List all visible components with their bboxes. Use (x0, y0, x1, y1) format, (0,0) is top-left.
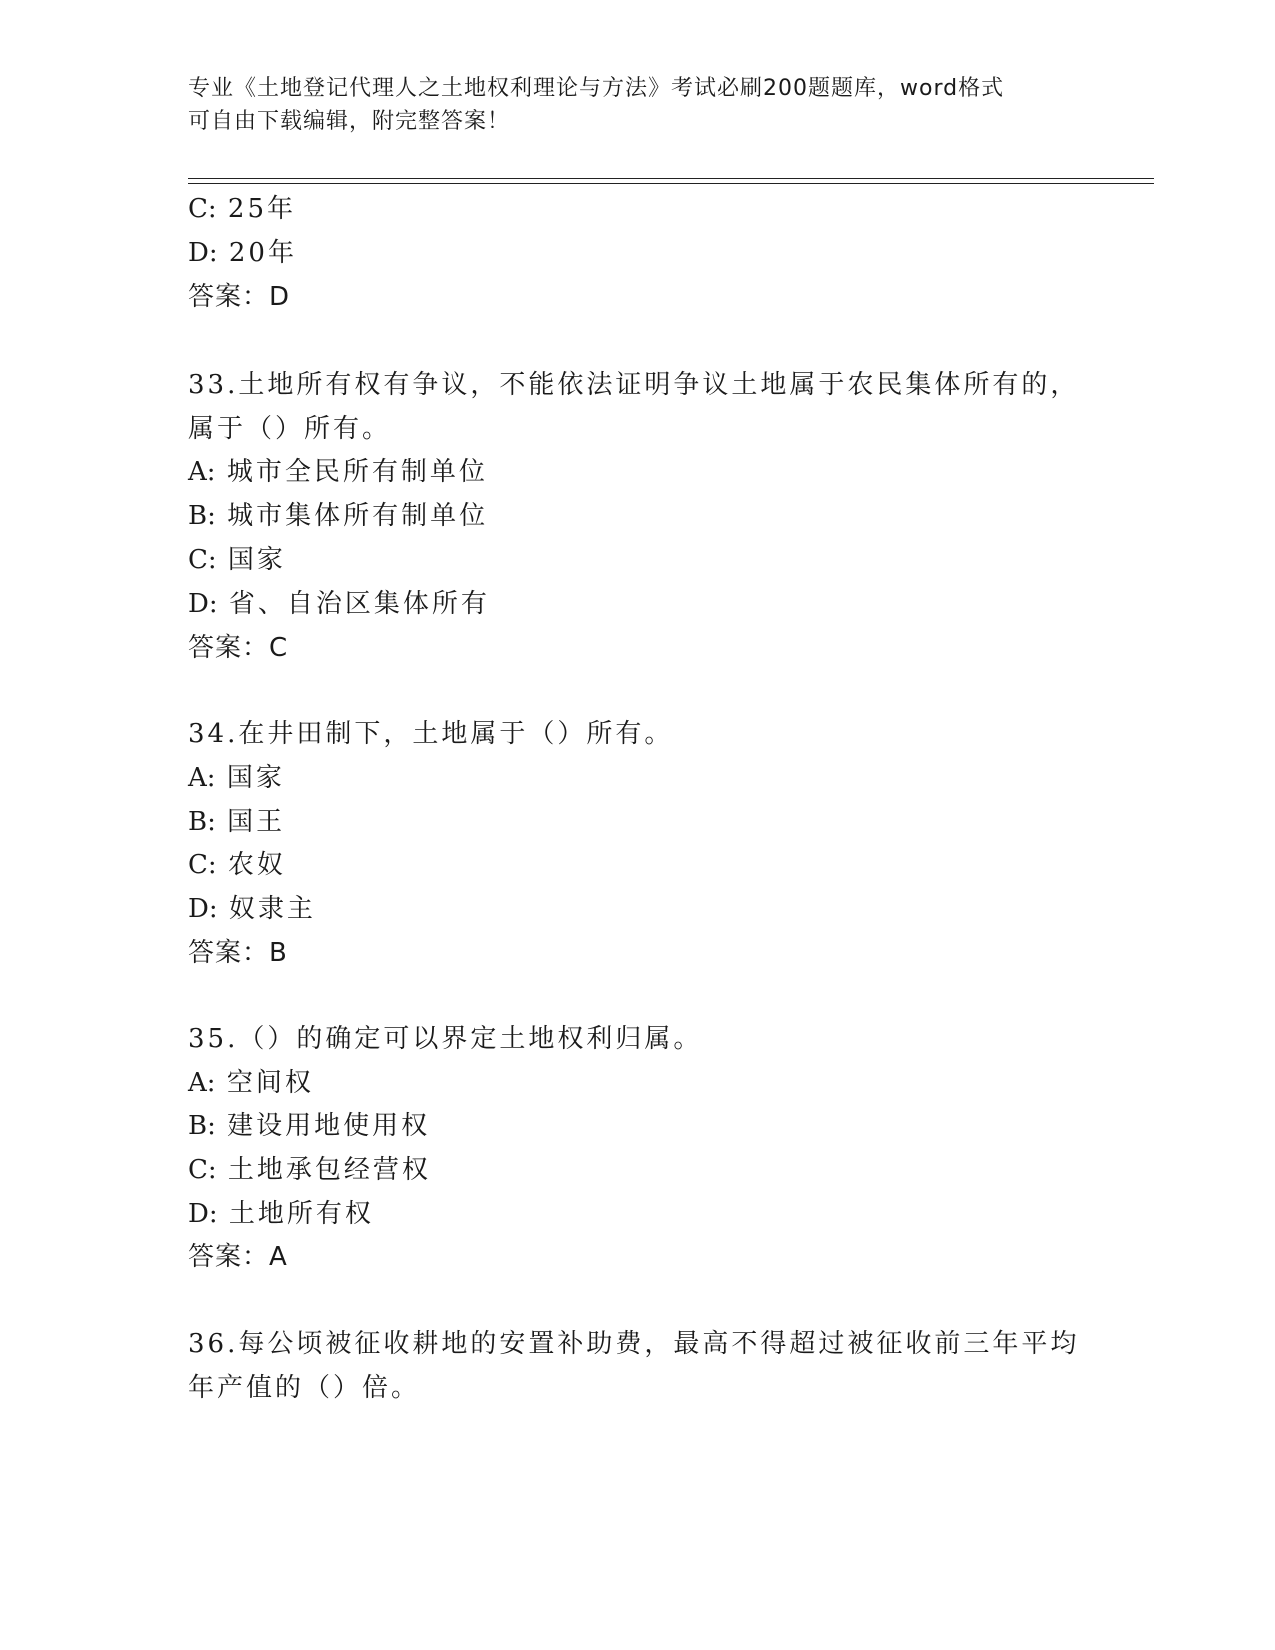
question-stem: 34.在井田制下，土地属于（）所有。 (188, 719, 674, 749)
option-text: 国王 (227, 807, 286, 837)
option-line (188, 1198, 374, 1230)
option-key: A: (188, 1068, 216, 1098)
answer-line: 答案：C (188, 633, 289, 663)
option-key: B: (188, 1111, 216, 1141)
option-text: 城市全民所有制单位 (226, 457, 488, 487)
option-line (188, 588, 490, 620)
option-line (188, 893, 316, 925)
question-stem: 36.每公顷被征收耕地的安置补助费，最高不得超过被征收前三年平均 (188, 1329, 1080, 1359)
option-key: D: (188, 1199, 218, 1229)
option-text: 国家 (227, 545, 286, 575)
option-key: A: (188, 457, 216, 487)
option-line (188, 1110, 430, 1142)
document-header (188, 72, 1068, 138)
option-key: D: (188, 238, 218, 268)
option-line (188, 1067, 314, 1099)
question-stem: 年产值的（）倍。 (188, 1373, 421, 1403)
option-text: 城市集体所有制单位 (227, 501, 489, 531)
header-line-1: 专业《土地登记代理人之土地权利理论与方法》考试必刷200题题库，word格式 (188, 76, 1005, 101)
option-text: 省、自治区集体所有 (228, 589, 490, 619)
option-text: 国家 (226, 763, 285, 793)
option-line (188, 500, 488, 532)
option-text: 土地承包经营权 (227, 1155, 431, 1185)
option-text: 土地所有权 (228, 1199, 374, 1229)
option-key: B: (188, 501, 216, 531)
answer-line: 答案：B (188, 938, 288, 968)
option-line (188, 456, 488, 488)
option-key: A: (188, 763, 216, 793)
option-line (188, 1154, 431, 1186)
option-key: C: (188, 850, 217, 880)
question-stem: 属于（）所有。 (188, 414, 392, 444)
answer-line: 答案：D (188, 282, 291, 312)
option-text: 建设用地使用权 (227, 1111, 431, 1141)
answer-line: 答案：A (188, 1242, 288, 1272)
question-stem: 35.（）的确定可以界定土地权利归属。 (188, 1024, 703, 1054)
option-key: C: (188, 1155, 217, 1185)
option-line (188, 849, 286, 881)
option-line (188, 544, 286, 576)
question-stem: 33.土地所有权有争议，不能依法证明争议土地属于农民集体所有的， (188, 370, 1080, 400)
option-line (188, 237, 297, 269)
option-line (188, 193, 296, 225)
option-line (188, 762, 285, 794)
header-line-2: 可自由下载编辑，附完整答案！ (188, 109, 511, 134)
option-key: D: (188, 894, 218, 924)
option-text: 奴隶主 (228, 894, 316, 924)
option-text: 空间权 (226, 1068, 314, 1098)
option-text: 20年 (228, 238, 297, 268)
option-line (188, 806, 285, 838)
option-key: C: (188, 545, 217, 575)
option-key: B: (188, 807, 216, 837)
option-text: 25年 (227, 194, 297, 224)
header-rule-top (188, 178, 1154, 179)
option-key: D: (188, 589, 218, 619)
option-key: C: (188, 194, 217, 224)
header-rule-bottom (188, 183, 1154, 184)
option-text: 农奴 (227, 850, 286, 880)
